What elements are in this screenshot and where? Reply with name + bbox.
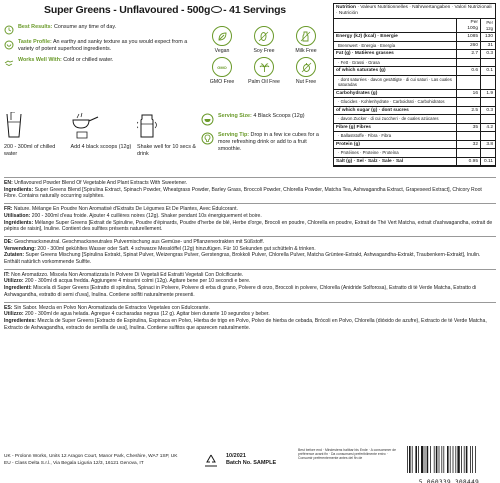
claim-text: Consume any time of day. — [52, 24, 117, 30]
language-line — [4, 220, 496, 233]
line-label: Ingrédients: — [4, 219, 34, 226]
nutrient-per-serving — [480, 149, 495, 157]
language-line — [4, 278, 496, 285]
line-text: 200 - 300ml gekühltes Wasser oder Saft. 4 schwarze Messlöffel (12g) hinzufügen. Für 10 Sekunden gut schütteln & trinken. — [35, 245, 316, 252]
nutrient-per-serving: 0.3 — [480, 50, 495, 58]
nutrient-per-100g — [456, 98, 480, 106]
language-line — [4, 305, 496, 312]
nutrient-per-100g — [456, 76, 480, 89]
nutrient-per-serving — [480, 98, 495, 106]
clock-icon — [4, 25, 14, 35]
nutrition-row — [334, 107, 495, 116]
nutrition-row — [334, 59, 495, 68]
serving-tip-label: Serving Tip: — [218, 132, 250, 138]
nutrition-row — [334, 76, 495, 90]
line-label: FR: — [4, 206, 13, 213]
line-label: EN: — [4, 180, 13, 186]
language-line — [4, 311, 496, 318]
multilingual-ingredients — [4, 177, 496, 334]
line-label: DE: — [4, 238, 13, 245]
line-text: Unflavoured Powder Blend Of Vegetable And Plant Extracts With Sweetener. — [12, 180, 188, 186]
badge-vegan — [212, 26, 232, 54]
scoop-icon — [71, 112, 99, 139]
nutrient-per-100g: 35 — [456, 124, 480, 132]
nutrient-per-serving: 3.8 — [480, 141, 495, 149]
nutrient-per-serving: 31 — [480, 42, 495, 50]
usage-claims — [4, 24, 196, 72]
nutrient-name: · davon Zucker · di cui zuccheri · de cuales azúcares — [338, 116, 439, 121]
nutrition-row — [334, 158, 495, 167]
language-line — [4, 206, 496, 213]
nutrient-name: · dont saturées · davon gesättigte · di cui saturi · Las cuales saturadas — [338, 76, 452, 87]
step-shake — [137, 112, 199, 158]
badge-label: Nut Free — [295, 79, 317, 85]
nutrient-name: Protein (g) — [336, 141, 360, 147]
address-uk: UK - Prolonn Works, Units 12 Aragon Court, Manor Park, Cheshire, WA7 1SP, UK — [4, 454, 178, 459]
nutrition-row — [334, 115, 495, 124]
nutrient-per-100g — [456, 132, 480, 140]
badge-soy-free — [253, 26, 274, 54]
claim-label: Taste Profile: — [18, 39, 52, 45]
badge-label: Vegan — [214, 48, 230, 54]
badge-label: Milk Free — [295, 48, 317, 54]
nutrient-name: Salt (g) · Sel · Salz · Sale · Sal — [336, 158, 404, 164]
nutrient-per-100g — [456, 59, 480, 67]
badge-nut-free — [296, 57, 316, 85]
nutrient-per-100g — [456, 149, 480, 157]
best-before: Best before end · Mindestens haltbar bis Ende · A consommer de préférence avant fin · Da consumarsi preferibilmente entro · Consumir preferentemente antes del fin de — [298, 448, 397, 460]
nutrient-per-serving — [480, 76, 495, 89]
language-line — [4, 246, 496, 253]
nutrient-name: Carbohydrates (g) — [336, 90, 378, 96]
nutrient-name: Energy (kJ) (kcal) · Energie — [336, 34, 398, 39]
badge-milk-free — [295, 26, 316, 54]
line-text: 200 - 300ml de agua helada. Agregue 4 cucharadas negras (12 g). Agitar bien durante 10 segundos y beber. — [23, 311, 270, 318]
nutrient-per-serving — [480, 115, 495, 123]
product-title — [0, 4, 330, 16]
nutrient-per-100g — [456, 115, 480, 123]
badge-label: Palm Oil Free — [248, 79, 280, 85]
nutrient-name: Brennwert · Energia · Energía — [338, 42, 396, 48]
nutrient-per-100g: 260 — [456, 42, 480, 50]
line-text: 200 - 300ml d'eau froide. Ajouter 4 cuillères noires (12g). Shaker pendant 10s énergiquement et boire. — [30, 212, 262, 219]
leaf-icon — [212, 26, 232, 46]
nutrition-row — [334, 98, 495, 107]
claim-best-results — [4, 24, 196, 35]
nutrient-name: · Fett · Grassi · Grasa — [338, 59, 380, 65]
line-text: Geschmacksneutral. Geschmacksneutrales Pulvermischung aus Gemüse- und Pflanzenextrakten mit Süßstoff. — [12, 238, 265, 245]
line-label: IT: — [4, 271, 10, 278]
nutrient-name: of which sugar (g) · dont sucres — [336, 107, 409, 113]
line-label: Utilizzo: — [4, 278, 24, 285]
language-block — [4, 203, 496, 236]
nutrition-table — [333, 3, 496, 167]
col-per-serving: Per 12g — [480, 19, 495, 32]
line-label: Verwendung: — [4, 245, 36, 252]
line-label: Ingredients: — [4, 186, 34, 193]
nutrition-row — [334, 90, 495, 99]
claim-text: An earthy and sanky texture as you would expect from a variety of potent superfood ingredients. — [18, 39, 188, 53]
claim-taste-profile — [4, 39, 196, 53]
language-line — [4, 318, 496, 331]
nutrient-per-serving — [480, 59, 495, 67]
barcode-bars — [403, 446, 495, 474]
batch-info — [226, 453, 276, 467]
nutrient-per-100g: 2.7 — [456, 50, 480, 58]
language-block — [4, 177, 496, 203]
line-label: Ingredientes: — [4, 317, 36, 324]
nutrient-per-100g: 2.5 — [456, 107, 480, 115]
language-line — [4, 180, 496, 187]
line-label: ES: — [4, 304, 13, 311]
batch-number: Batch No. SAMPLE — [226, 460, 277, 466]
language-line — [4, 213, 496, 220]
line-text: Mélange Super Greens [Extrait de Spiruline, Poudre d'épinards, Poudre d'herbe de blé, Herbe d'orge, Brocoli en poudre, Chlorella en poudre, Extrait de Thé Vert Matcha, extrait d'ashwagandha, extrait de pépins de raisin], Inuline. Contient des sulfites présents naturellement. — [4, 219, 493, 233]
dietary-badges — [201, 26, 329, 85]
nutrient-per-serving: 0.1 — [480, 67, 495, 75]
line-text: Super Greens Mischung [Spirulina Extrakt, Spinat Pulver, Weizengras Pulver, Gerstengras, Brokkoli Pulver, Chlorella Pulver, Matcha Grüntee-Extrakt, Ashwagandha-Extrakt, Traubenkern-Extrakt], Inulin. Enthält natürlich vorkommende Sulfite. — [4, 252, 481, 266]
product-title-left: Super Greens - Unflavoured - 500g — [44, 4, 211, 16]
badge-gmo-free — [210, 57, 235, 85]
language-line — [4, 272, 496, 279]
preparation-steps — [4, 112, 199, 158]
badge-label: Soy Free — [253, 48, 275, 54]
handshake-icon — [4, 58, 14, 68]
nutrient-per-serving: 0.11 — [480, 158, 495, 166]
line-text: Sin Sabor. Mezcla en Polvo Non Aromatizada de Extractos Vegetales con Edulcorante. — [12, 304, 210, 311]
nutrient-per-serving: 130 — [480, 33, 495, 41]
line-label: Utilizzo: — [4, 311, 24, 318]
glass-icon — [4, 112, 24, 139]
language-line — [4, 239, 496, 246]
nutrient-name: Fat (g) · Matières grasses — [336, 51, 394, 56]
step-water — [4, 112, 66, 158]
serving-tip-value: Drop in a few ice cubes for a more refreshing drink or add to a fruit smoothie. — [218, 132, 319, 152]
barcode — [403, 446, 495, 482]
nutrient-name: · Glucides · Kohlenhydrate · Carboidrati · Carbohidratos — [338, 99, 445, 104]
nutrient-per-serving — [480, 132, 495, 140]
nut-icon — [296, 57, 316, 77]
palm-oil-icon — [254, 57, 274, 77]
nutrient-per-serving: 4.2 — [480, 124, 495, 132]
line-text: Nature. Mélange En Poudre Non Aromatisé d'Extraits De Légumes Et De Plantes, Avec Édulcorant. — [12, 206, 238, 213]
claim-label: Works Well With: — [18, 57, 62, 64]
nutrient-name: · Ballaststoffe · Fibra · Fibra — [338, 133, 392, 138]
nutrition-row — [334, 67, 495, 76]
language-line — [4, 285, 496, 298]
line-text: Super Greens Blend [Spirulina Extract, Spinach Powder, Wheatgrass Powder, Barley Grass, Broccoli Powder, Chlorella Powder, Matcha Tea, Ashwagandha Extract, Grapeseed Extract], Chicory Root Fibre. Contains naturally occurring sulphites. — [4, 186, 482, 200]
nutrient-name: · Protéines · Proteine · Proteína — [338, 150, 399, 155]
gmo-icon: GMO — [212, 57, 232, 77]
nutrient-per-100g: 0.6 — [456, 67, 480, 75]
nutrient-per-serving: 0.3 — [480, 107, 495, 115]
milk-icon — [296, 26, 316, 46]
nutrition-row — [334, 141, 495, 150]
shaker-icon — [137, 112, 159, 139]
claim-works-well-with — [4, 57, 196, 68]
product-title-right: - 41 Servings — [223, 4, 286, 16]
line-text: Mezcla de Super Greens [Extracto de Espirulina, Espinaca en Polvo, Hierba de trigo en Polvo, Polvo de hierba de cebada, Brócoli en Polvo, Chlorella (dióxido de azufre), Extracto de té Verde Matcha, Extracto de Ashwagandha, extracto de semilla de uva], Inulina. Contiene sulfitos que aparecen naturalmente. — [4, 317, 487, 331]
serving-size-value: 4 Black Scoops (12g) — [251, 113, 305, 119]
language-line — [4, 187, 496, 200]
nutrition-header: Nutrition · Valeurs Nutritionnelles · Nährwertangaben · Valori Nutrizionali · Nutrición — [334, 4, 495, 19]
serving-info — [201, 113, 331, 159]
badge-label: GMO Free — [209, 79, 235, 85]
step-scoops — [71, 112, 133, 158]
nutrient-per-100g: 32 — [456, 141, 480, 149]
barcode-digits: 5 060339 308449 — [418, 479, 480, 483]
line-label: Zutaten: — [4, 252, 25, 259]
col-per-100g: Per 100g — [456, 19, 480, 32]
language-block — [4, 302, 496, 335]
tongue-icon — [4, 40, 14, 50]
line-text: Non Aromatizzo. Miscela Non Aromatizzata In Polvere Di Vegetali Ed Estratti Vegetali Con Dolcificante. — [9, 271, 244, 278]
line-label: Ingredienti: — [4, 285, 32, 292]
nutrient-name: of which saturates (g) — [336, 68, 386, 73]
soy-icon — [254, 26, 274, 46]
step-text: Add 4 black scoops (12g) — [70, 144, 132, 150]
nutrient-per-100g: 1085 — [456, 33, 480, 41]
language-line — [4, 252, 496, 265]
nutrient-name: Fibre (g) Fibres — [336, 124, 371, 130]
nutrition-row — [334, 33, 495, 42]
nutrient-per-100g: 16 — [456, 90, 480, 98]
step-text: 200 - 300ml of chilled water — [4, 144, 56, 157]
nutrition-row — [334, 149, 495, 158]
language-block — [4, 269, 496, 302]
line-text: Miscela di Super Greens [Estratto di spirulina, Spinaci in Polvere, Polvere di erba di grano, Polvere di orzo, Broccoli in polvere, Chlorella (Anidride Solforosa), Estratto di tè Verde Matcha, Estratto di Ashwagandha, estratto di semi d'uva], Inulina. Contiene solfiti naturalmente presenti. — [4, 285, 477, 298]
badge-palm-oil-free — [248, 57, 280, 85]
claim-label: Best Results: — [18, 24, 53, 30]
nutrient-per-serving: 1.9 — [480, 90, 495, 98]
nutrition-row — [334, 42, 495, 51]
nutrient-per-100g: 0.95 — [456, 158, 480, 166]
nutrition-row — [334, 132, 495, 141]
nutrition-column-headers — [334, 19, 495, 33]
language-block — [4, 236, 496, 269]
step-text: Shake well for 10 secs & drink — [137, 144, 197, 157]
serving-tip — [201, 132, 331, 153]
line-text: 200 - 300ml di acqua fredda. Aggiungere 4 misurini colmi (12g). Agitare bene per 10 secondi e bere. — [23, 278, 251, 285]
serving-size-label: Serving Size: — [218, 113, 252, 119]
brand-logo-icon — [211, 6, 222, 13]
nutrition-row — [334, 124, 495, 133]
scoop-icon — [201, 113, 214, 126]
claim-text: Cold or chilled water. — [61, 57, 114, 64]
nutrition-row — [334, 50, 495, 59]
address-eu: EU - Class Delta S.r.l., Via Begala Liguria 12/3, 16121 Genova, IT — [4, 461, 144, 466]
recycle-icon — [202, 454, 220, 469]
serving-size — [201, 113, 331, 126]
lightbulb-icon — [201, 132, 214, 145]
batch-date: 10/2021 — [226, 453, 246, 459]
line-label: Utilisation: — [4, 212, 31, 219]
